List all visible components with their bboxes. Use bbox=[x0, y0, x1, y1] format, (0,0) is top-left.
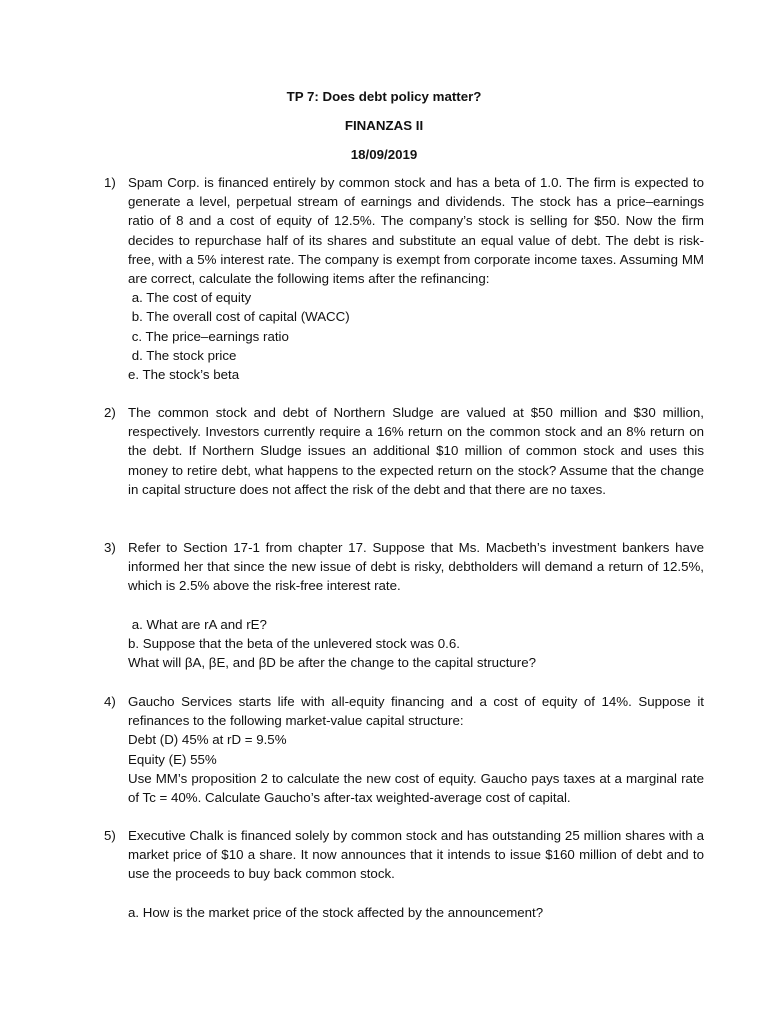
question-1 bbox=[104, 173, 704, 384]
question-number: 2) bbox=[104, 405, 116, 420]
list-item: What will βA, βE, and βD be after the change to the capital structure? bbox=[128, 655, 537, 671]
question-3 bbox=[104, 538, 704, 672]
question-2 bbox=[104, 403, 704, 499]
list-item: d. The stock price bbox=[128, 347, 237, 363]
question-text: The common stock and debt of Northern Sludge are valued at $50 million and $30 million, respectively. Investors currently require a 16% return on the common stock and an 8% return on the debt. If Northern Sludge issues an additional $10 million of common stock and uses this money to retire debt, what happens to the expected return on the stock? Assume that the change in capital structure does not affect the risk of the debt and that there are no taxes. bbox=[128, 405, 704, 497]
list-item: Equity (E) 55% bbox=[128, 751, 217, 767]
question-text: Spam Corp. is financed entirely by common stock and has a beta of 1.0. The firm is expected to generate a level, perpetual stream of earnings and dividends. The stock has a price–earnings ratio of 8 and a cost of equity of 12.5%. The company’s stock is selling for $50. Now the firm decides to repurchase half of its shares and substitute an equal value of debt. The debt is risk-free, with a 5% interest rate. The company is exempt from corporate income taxes. Assuming MM are correct, calculate the following items after the refinancing: bbox=[128, 175, 704, 287]
list-item: a. What are rA and rE? bbox=[128, 616, 267, 632]
question-4 bbox=[104, 692, 704, 807]
question-number: 3) bbox=[104, 540, 116, 555]
list-item: e. The stock’s beta bbox=[128, 367, 240, 383]
question-5 bbox=[104, 826, 704, 922]
document-date: 18/09/2019 bbox=[350, 147, 418, 162]
question-text: Gaucho Services starts life with all-equity financing and a cost of equity of 14%. Suppose it refinances to the following market-value capital structure: bbox=[128, 694, 704, 729]
list-item: c. The price–earnings ratio bbox=[128, 328, 289, 344]
question-number: 5) bbox=[104, 828, 116, 843]
question-text: Executive Chalk is financed solely by common stock and has outstanding 25 million shares with a market price of $10 a share. It now announces that it intends to issue $160 million of debt and to use the proceeds to buy back common stock. bbox=[128, 828, 704, 882]
list-item: b. Suppose that the beta of the unlevered stock was 0.6. bbox=[128, 636, 460, 651]
list-item: b. The overall cost of capital (WACC) bbox=[128, 309, 350, 325]
list-item: a. The cost of equity bbox=[128, 290, 252, 306]
list-item: Debt (D) 45% at rD = 9.5% bbox=[128, 732, 287, 748]
question-number: 1) bbox=[104, 175, 116, 190]
course-name: FINANZAS II bbox=[344, 118, 424, 133]
list-item: a. How is the market price of the stock affected by the announcement? bbox=[128, 904, 544, 920]
question-text-continued: Use MM’s proposition 2 to calculate the new cost of equity. Gaucho pays taxes at a marginal rate of Tc = 40%. Calculate Gaucho’s after-tax weighted-average cost of capital. bbox=[128, 770, 704, 806]
document-title: TP 7: Does debt policy matter? bbox=[286, 89, 482, 104]
question-text: Refer to Section 17-1 from chapter 17. Suppose that Ms. Macbeth’s investment bankers have informed her that since the new issue of debt is risky, debtholders will demand a return of 12.5%, which is 2.5% above the risk-free interest rate. bbox=[128, 540, 704, 594]
question-number: 4) bbox=[104, 694, 116, 709]
